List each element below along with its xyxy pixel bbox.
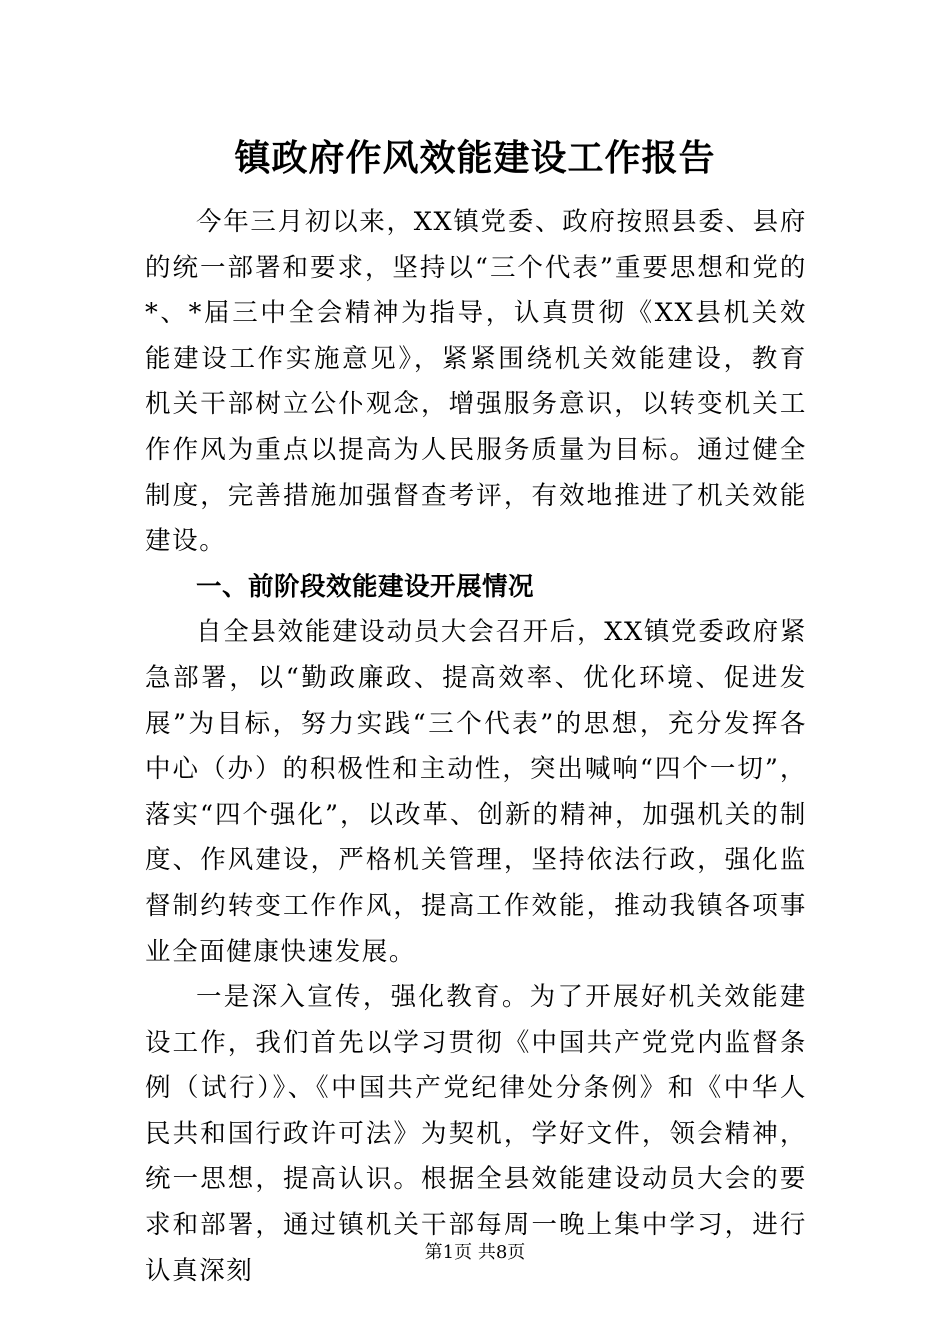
document-body <box>145 200 807 1294</box>
paragraph-intro: 今年三月初以来，XX镇党委、政府按照县委、县府的统一部署和要求，坚持以“三个代表”重要思想和党的*、*届三中全会精神为指导，认真贯彻《XX县机关效能建设工作实施意见》，紧紧围绕机关效能建设，教育机关干部树立公仆观念，增强服务意识，以转变机关工作作风为重点以提高为人民服务质量为目标。通过健全制度，完善措施加强督查考评，有效地推进了机关效能建设。 <box>145 207 807 557</box>
page-footer: 第1页 共8页 <box>424 1242 526 1263</box>
paragraph-progress: 自全县效能建设动员大会召开后，XX镇党委政府紧急部署，以“勤政廉政、提高效率、优化环境、促进发展”为目标，努力实践“三个代表”的思想，充分发挥各中心（办）的积极性和主动性，突出喊响“四个一切”，落实“四个强化”，以改革、创新的精神，加强机关的制度、作风建设，严格机关管理，坚持依法行政，强化监督制约转变工作作风，提高工作效能，推动我镇各项事业全面健康快速发展。 <box>145 617 807 967</box>
document-title: 镇政府作风效能建设工作报告 <box>234 137 716 179</box>
paragraph-education: 一是深入宣传，强化教育。为了开展好机关效能建设工作，我们首先以学习贯彻《中国共产党党内监督条例（试行）》、《中国共产党纪律处分条例》和《中华人民共和国行政许可法》为契机，学好文件，领会精神，统一思想，提高认识。根据全县效能建设动员大会的要求和部署，通过镇机关干部每周一晚上集中学习，进行认真深刻 <box>145 982 807 1286</box>
section-heading: 一、前阶段效能建设开展情况 <box>196 571 535 602</box>
